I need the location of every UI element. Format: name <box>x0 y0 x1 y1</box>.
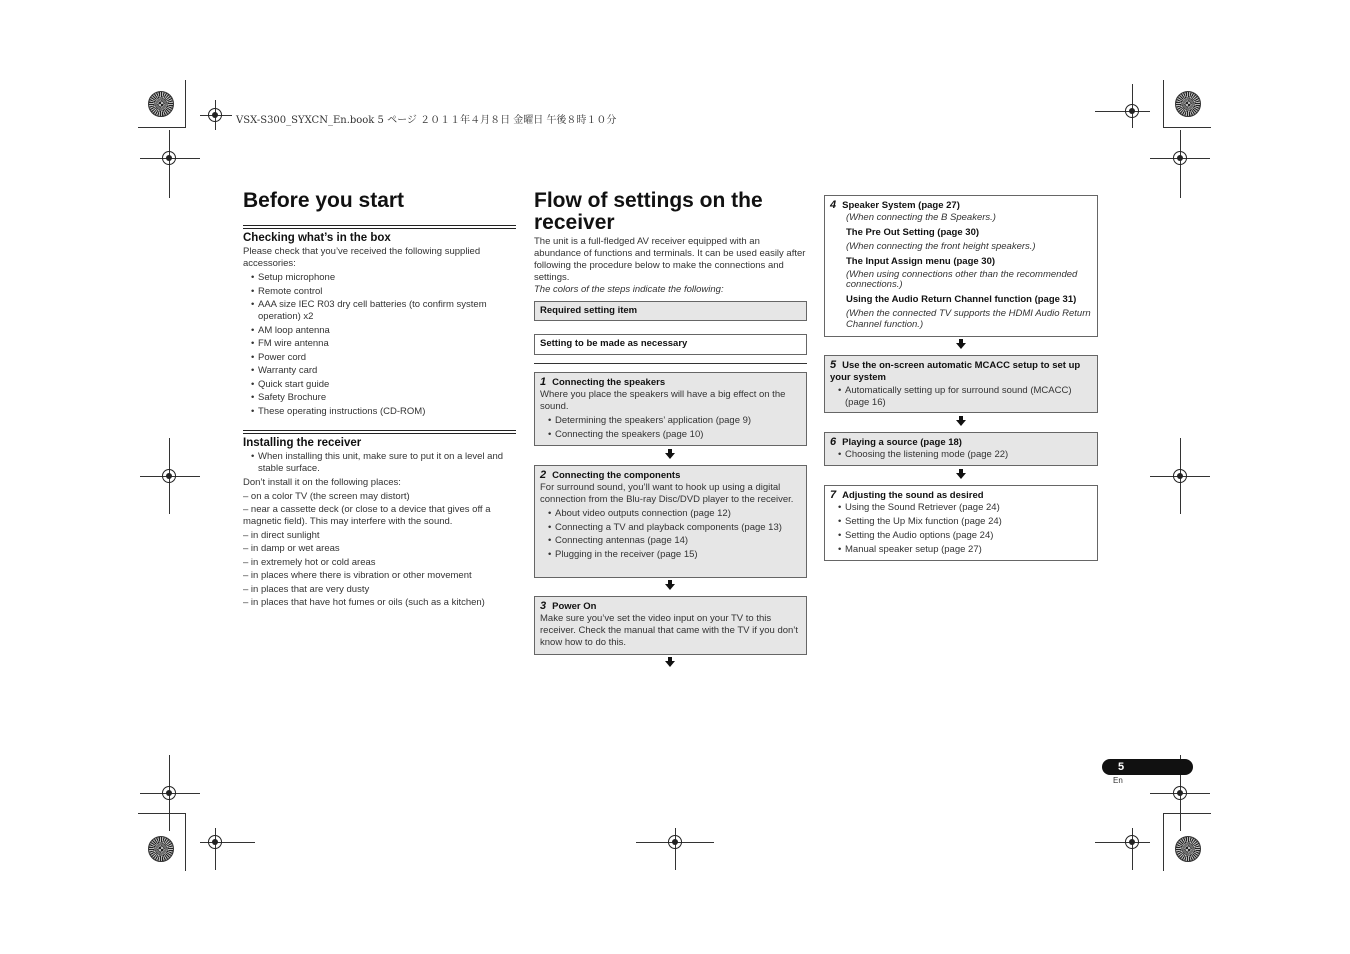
step-note: (When connecting the B Speakers.) <box>846 212 996 223</box>
registration-mark-icon <box>162 151 176 165</box>
registration-mark-icon <box>208 108 222 122</box>
flow-arrow-icon <box>956 343 966 349</box>
step-6-box <box>824 432 1098 466</box>
registration-mark-icon <box>208 835 222 849</box>
step-title: Using the Audio Return Channel function (page 31) <box>846 294 1077 305</box>
registration-target-icon <box>1175 836 1201 862</box>
list-item: • Connecting a TV and playback components (page 13) <box>540 522 801 534</box>
list-item: • Warranty card <box>243 365 516 377</box>
step-title: Adjusting the sound as desired <box>842 490 984 501</box>
flow-arrow-icon <box>665 453 675 459</box>
list-item: • Remote control <box>243 286 516 298</box>
place-item: – in damp or wet areas <box>243 543 340 554</box>
step-title: Power On <box>552 601 597 612</box>
list-item: • Using the Sound Retriever (page 24) <box>830 502 1092 514</box>
flow-arrow-icon <box>665 584 675 590</box>
install-note: • When installing this unit, make sure to put it on a level and stable surface. <box>243 451 516 475</box>
list-item: • Quick start guide <box>243 379 516 391</box>
list-item: • Connecting the speakers (page 10) <box>540 429 801 441</box>
step-number: 6 <box>830 436 837 448</box>
list-item: • Choosing the listening mode (page 22) <box>830 449 1092 461</box>
list-item: • AM loop antenna <box>243 325 516 337</box>
step-title: Connecting the speakers <box>552 377 666 388</box>
flow-arrow-icon <box>665 661 675 667</box>
list-item: • Connecting antennas (page 14) <box>540 535 801 547</box>
flow-title-line1: Flow of settings on the <box>534 189 763 212</box>
place-item: – in places that have hot fumes or oils (such as a kitchen) <box>243 597 485 608</box>
place-item: – in places that are very dusty <box>243 583 370 595</box>
place-item: – in direct sunlight <box>243 529 320 541</box>
legend-required <box>534 301 807 321</box>
step-text: For surround sound, you’ll want to hook up using a digital connection from the Blu-ray Disc/DVD player to the receiver. <box>540 482 794 505</box>
step-2-box <box>534 465 807 578</box>
place-item: – on a color TV (the screen may distort) <box>243 490 410 502</box>
title-rule <box>243 225 516 229</box>
place-item: – in places where there is vibration or other movement <box>243 570 472 581</box>
step-note: (When connecting the front height speakers.) <box>846 241 1036 252</box>
step-title: Connecting the components <box>552 470 681 481</box>
list-item: • These operating instructions (CD-ROM) <box>243 406 516 418</box>
step-title: Speaker System (page 27) <box>842 200 960 211</box>
divider <box>534 363 807 364</box>
step-number: 1 <box>540 376 547 388</box>
step-text: Where you place the speakers will have a big effect on the sound. <box>540 389 786 412</box>
section-heading-installing: Installing the receiver <box>243 436 362 449</box>
install-lead: Don’t install it on the following places: <box>243 476 401 488</box>
box-intro: Please check that you’ve received the following supplied accessories: <box>243 246 481 269</box>
step-number: 2 <box>540 469 547 481</box>
page-number: 5 <box>1102 759 1193 775</box>
list-item: • Manual speaker setup (page 27) <box>830 544 1092 556</box>
flow-intro: The unit is a full-fledged AV receiver equipped with an abundance of functions and terminals. It can be used easily after following the procedure below to make the connections and settings. <box>534 236 806 283</box>
step-1-box <box>534 372 807 446</box>
registration-mark-icon <box>162 786 176 800</box>
list-item: • AAA size IEC R03 dry cell batteries (to confirm system operation) x2 <box>243 299 516 323</box>
step-3-box <box>534 596 807 655</box>
list-item: • Automatically setting up for surround sound (MCACC) (page 16) <box>830 385 1092 409</box>
step-5-box <box>824 355 1098 413</box>
registration-mark-icon <box>1173 469 1187 483</box>
registration-mark-icon <box>1173 151 1187 165</box>
list-item: • Determining the speakers’ application (page 9) <box>540 415 801 427</box>
step-title: The Input Assign menu (page 30) <box>846 256 996 267</box>
list-item: • About video outputs connection (page 12) <box>540 508 801 520</box>
legend-optional <box>534 334 807 355</box>
list-item: • FM wire antenna <box>243 338 516 350</box>
accessory-list <box>243 272 516 418</box>
flow-title-line2: receiver <box>534 211 615 234</box>
list-item: • Setting the Audio options (page 24) <box>830 530 1092 542</box>
colors-note: The colors of the steps indicate the following: <box>534 284 724 295</box>
step-number: 3 <box>540 600 547 612</box>
place-item: – near a cassette deck (or close to a device that gives off a magnetic field). This may interfere with the sound. <box>243 504 491 527</box>
step-note: (When the connected TV supports the HDMI Audio Return Channel function.) <box>846 308 1091 330</box>
section-heading-box-contents: Checking what’s in the box <box>243 232 391 244</box>
step-title: Use the on-screen automatic MCACC setup to set up your system <box>830 360 1081 383</box>
step-7-box <box>824 485 1098 561</box>
step-number: 7 <box>830 489 837 501</box>
list-item: • Plugging in the receiver (page 15) <box>540 549 801 561</box>
file-header: VSX-S300_SYXCN_En.book 5 ページ ２０１１年４月８日 金曜日 午後８時１０分 <box>236 115 617 126</box>
step-4-box <box>824 195 1098 337</box>
registration-mark-icon <box>1125 835 1139 849</box>
flow-arrow-icon <box>956 420 966 426</box>
step-title: The Pre Out Setting (page 30) <box>846 227 980 238</box>
legend-optional-label: Setting to be made as necessary <box>540 338 688 349</box>
registration-mark-icon <box>1173 786 1187 800</box>
list-item: • Setup microphone <box>243 272 516 284</box>
step-text: Make sure you’ve set the video input on your TV to this receiver. Check the manual that came with the TV if you don’t know how to do this. <box>540 613 799 648</box>
step-number: 4 <box>830 199 837 211</box>
place-item: – in extremely hot or cold areas <box>243 556 376 568</box>
registration-target-icon <box>1175 91 1201 117</box>
middle-column <box>534 190 808 296</box>
section-rule <box>243 430 516 434</box>
left-column <box>243 190 516 609</box>
list-item: • Safety Brochure <box>243 392 516 404</box>
registration-mark-icon <box>162 469 176 483</box>
step-note: (When using connections other than the recommended connections.) <box>846 269 1078 290</box>
step-title: Playing a source (page 18) <box>842 437 962 448</box>
list-item: • Setting the Up Mix function (page 24) <box>830 516 1092 528</box>
registration-mark-icon <box>668 835 682 849</box>
list-item: • Power cord <box>243 352 516 364</box>
legend-required-label: Required setting item <box>540 305 638 316</box>
language-label: En <box>1113 776 1123 785</box>
registration-target-icon <box>148 91 174 117</box>
step-number: 5 <box>830 359 837 371</box>
page-title: Before you start <box>243 189 405 212</box>
flow-arrow-icon <box>956 473 966 479</box>
registration-mark-icon <box>1125 104 1139 118</box>
registration-target-icon <box>148 836 174 862</box>
